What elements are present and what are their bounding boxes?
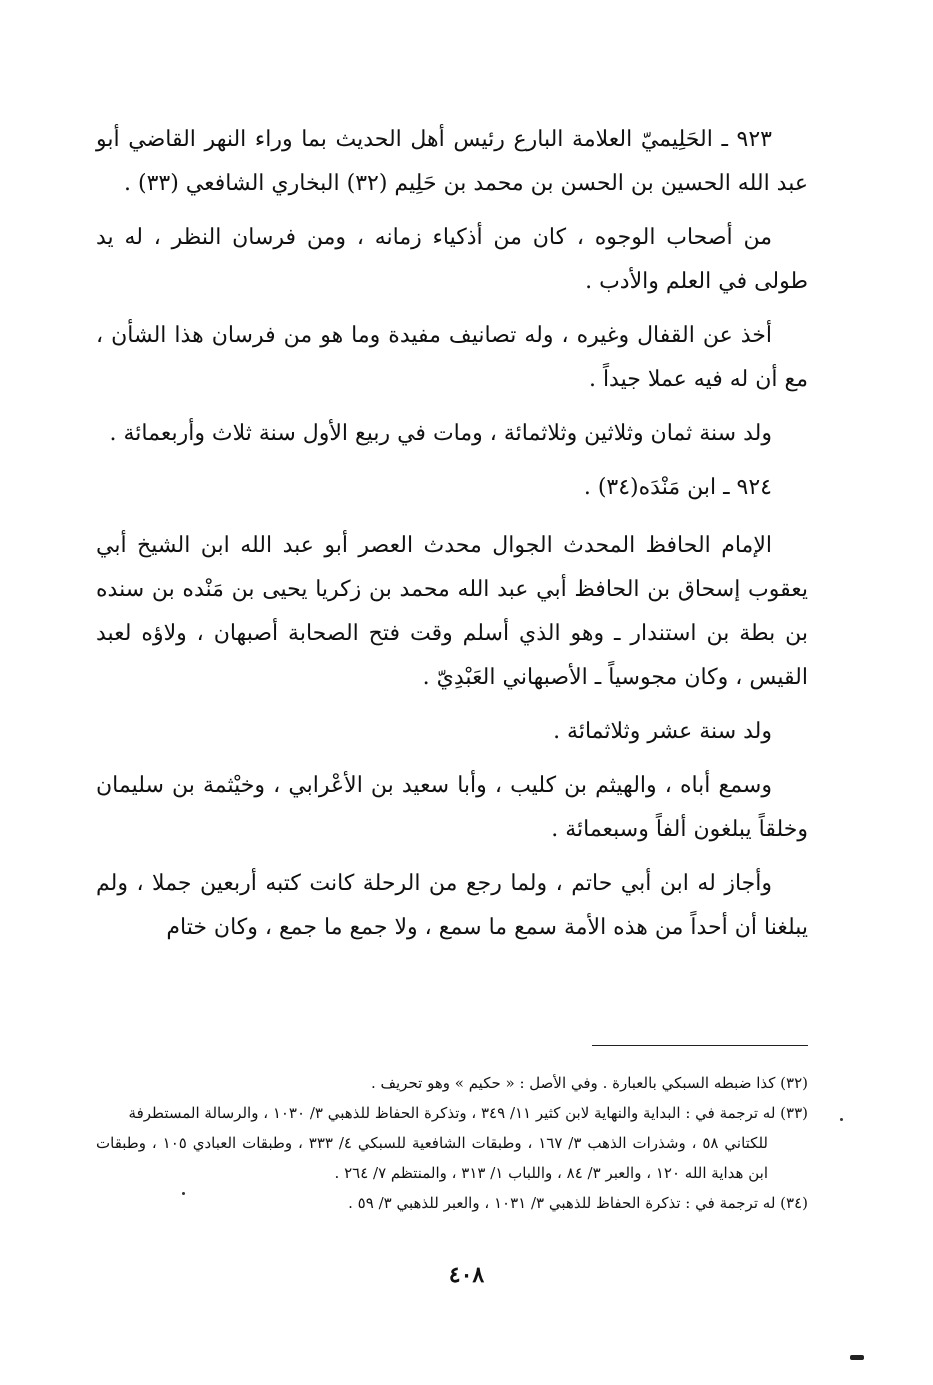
footnotes	[96, 1068, 808, 1218]
entry-923-heading: ٩٢٣ ـ الحَلِيميّ العلامة البارع رئيس أهل الحديث بما وراء النهر القاضي أبو عبد الله الحسين بن الحسن بن محمد بن حَلِيم (٣٢) البخاري الشافعي (٣٣) .	[96, 127, 808, 196]
paragraph: وأجاز له ابن أبي حاتم ، ولما رجع من الرحلة كانت كتبه أربعين جملا ، ولم يبلغنا أن أحداً من هذه الأمة سمع ما سمع ، ولا جمع ما جمع ، وكان ختام	[96, 871, 808, 940]
paragraph: وسمع أباه ، والهيثم بن كليب ، وأبا سعيد بن الأعْرابي ، وخيْثمة بن سليمان وخلقاً يبلغون ألفاً وسبعمائة .	[96, 773, 808, 842]
paragraph: ولد سنة ثمان وثلاثين وثلاثمائة ، ومات في ربيع الأول سنة ثلاث وأربعمائة .	[109, 421, 772, 446]
footnote-33	[96, 1098, 808, 1188]
scan-speck	[850, 1355, 864, 1360]
footnote-32: (٣٢) كذا ضبطه السبكي بالعبارة . وفي الأصل : « حكيم » وهو تحريف .	[370, 1074, 808, 1092]
page-number: ٤٠٨	[448, 1262, 485, 1288]
paragraph: أخذ عن القفال وغيره ، وله تصانيف مفيدة وما هو من فرسان هذا الشأن ، مع أن له فيه عملا جيداً .	[96, 323, 808, 392]
footnote-divider	[592, 1045, 808, 1046]
footnote-33-continuation: للكتاني ٥٨ ، وشذرات الذهب ٣/ ١٦٧ ، وطبقات الشافعية للسبكي ٤/ ٣٣٣ ، وطبقات العبادي ١٠٥ ، وطبقات ابن هداية الله ١٢٠ ، والعبر ٣/ ٨٤ ، واللباب ١/ ٣١٣ ، والمنتظم ٧/ ٢٦٤ .	[96, 1134, 768, 1182]
paragraph: الإمام الحافظ المحدث الجوال محدث العصر أبو عبد الله ابن الشيخ أبي يعقوب إسحاق بن الحافظ أبي عبد الله محمد بن زكريا يحيى بن مَنْده بن سنده بن بطة بن استندار ـ وهو الذي أسلم وقت فتح الصحابة أصبهان ، ولاؤه لعبد القيس ، وكان مجوسياً ـ الأصبهاني العَبْدِيّ .	[96, 533, 808, 690]
paragraph: من أصحاب الوجوه ، كان من أذكياء زمانه ، ومن فرسان النظر ، له يد طولى في العلم والأدب .	[96, 225, 808, 294]
scan-dot	[840, 1118, 843, 1121]
footnote-33-text: (٣٣) له ترجمة في : البداية والنهاية لابن كثير ١١/ ٣٤٩ ، وتذكرة الحفاظ للذهبي ٣/ ١٠٣٠ ، والرسالة المستطرفة	[128, 1104, 808, 1122]
scan-dot	[182, 1192, 185, 1195]
main-text	[96, 118, 808, 960]
entry-924-heading: ٩٢٤ ـ ابن مَنْدَه(٣٤) .	[583, 475, 772, 500]
footnote-34: (٣٤) له ترجمة في : تذكرة الحفاظ للذهبي ٣/ ١٠٣١ ، والعبر للذهبي ٣/ ٥٩ .	[348, 1194, 808, 1212]
paragraph: ولد سنة عشر وثلاثمائة .	[553, 719, 772, 744]
